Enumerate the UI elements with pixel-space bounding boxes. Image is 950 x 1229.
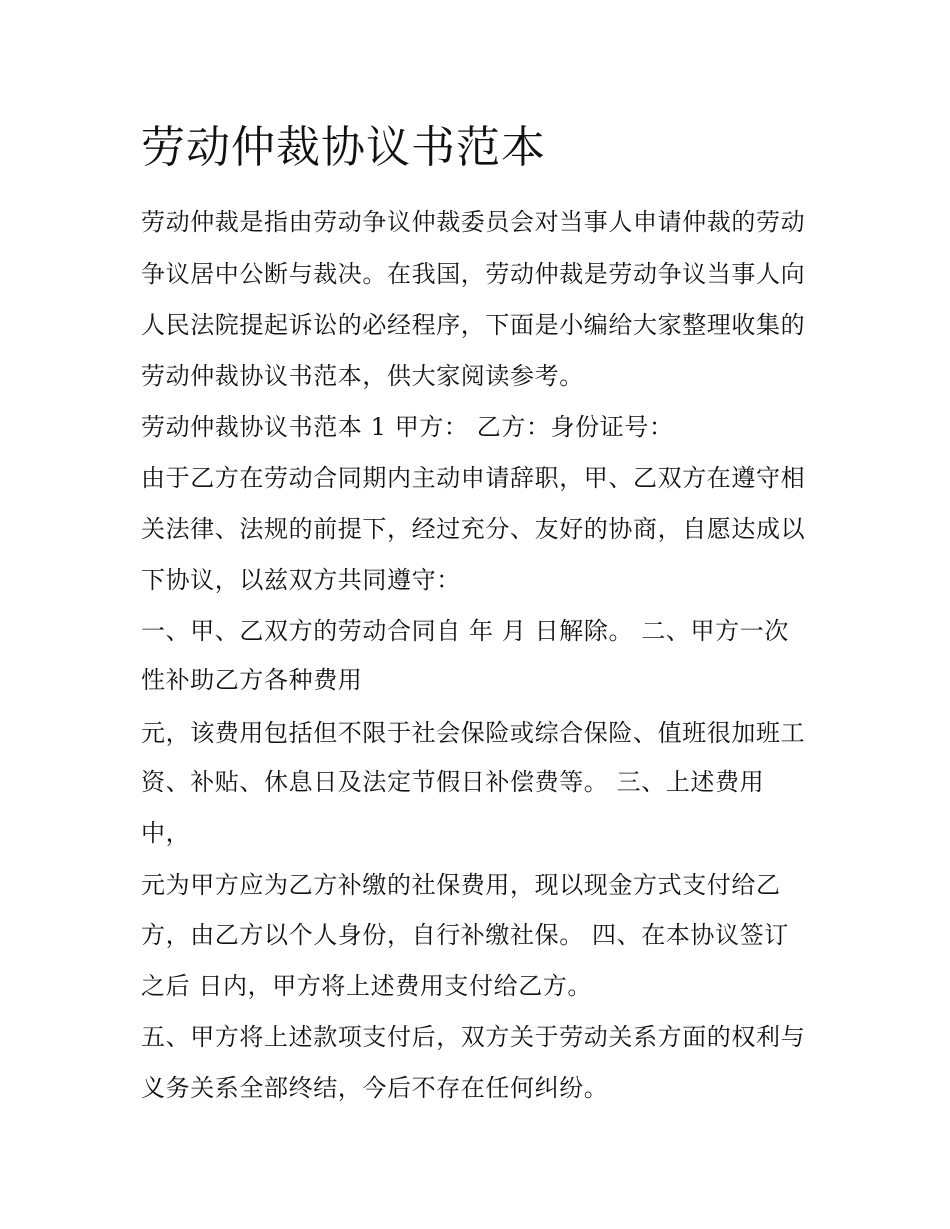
document-title: 劳动仲裁协议书范本: [141, 122, 546, 173]
body-line: 方，由乙方以个人身份，自行补缴社保。 四、在本协议签订: [141, 921, 789, 949]
body-line: 中，: [141, 819, 191, 847]
body-line: 由于乙方在劳动合同期内主动申请辞职，甲、乙双方在遵守相: [141, 464, 806, 492]
body-line: 元为甲方应为乙方补缴的社保费用，现以现金方式支付给乙: [141, 871, 781, 899]
body-line: 性补助乙方各种费用: [141, 666, 363, 694]
body-line: 关法律、法规的前提下，经过充分、友好的协商，自愿达成以: [141, 515, 806, 543]
body-line: 劳动仲裁协议书范本，供大家阅读参考。: [141, 362, 584, 390]
body-line: 一、甲、乙双方的劳动合同自 年 月 日解除。 二、甲方一次: [141, 617, 789, 645]
body-line: 五、甲方将上述款项支付后，双方关于劳动关系方面的权利与: [141, 1023, 806, 1051]
body-line: 争议居中公断与裁决。在我国，劳动仲裁是劳动争议当事人向: [141, 260, 806, 288]
body-line: 劳动仲裁是指由劳动争议仲裁委员会对当事人申请仲裁的劳动: [141, 208, 806, 236]
body-line: 下协议，以兹双方共同遵守：: [141, 566, 461, 594]
body-line: 义务关系全部终结，今后不存在任何纠纷。: [141, 1074, 609, 1102]
body-line: 之后 日内，甲方将上述费用支付给乙方。: [141, 972, 593, 1000]
body-line: 资、补贴、休息日及法定节假日补偿费等。 三、上述费用: [141, 768, 765, 796]
body-line: 劳动仲裁协议书范本 1 甲方： 乙方：身份证号：: [141, 413, 674, 441]
body-line: 人民法院提起诉讼的必经程序，下面是小编给大家整理收集的: [141, 311, 806, 339]
body-line: 元，该费用包括但不限于社会保险或综合保险、值班很加班工: [141, 719, 806, 747]
